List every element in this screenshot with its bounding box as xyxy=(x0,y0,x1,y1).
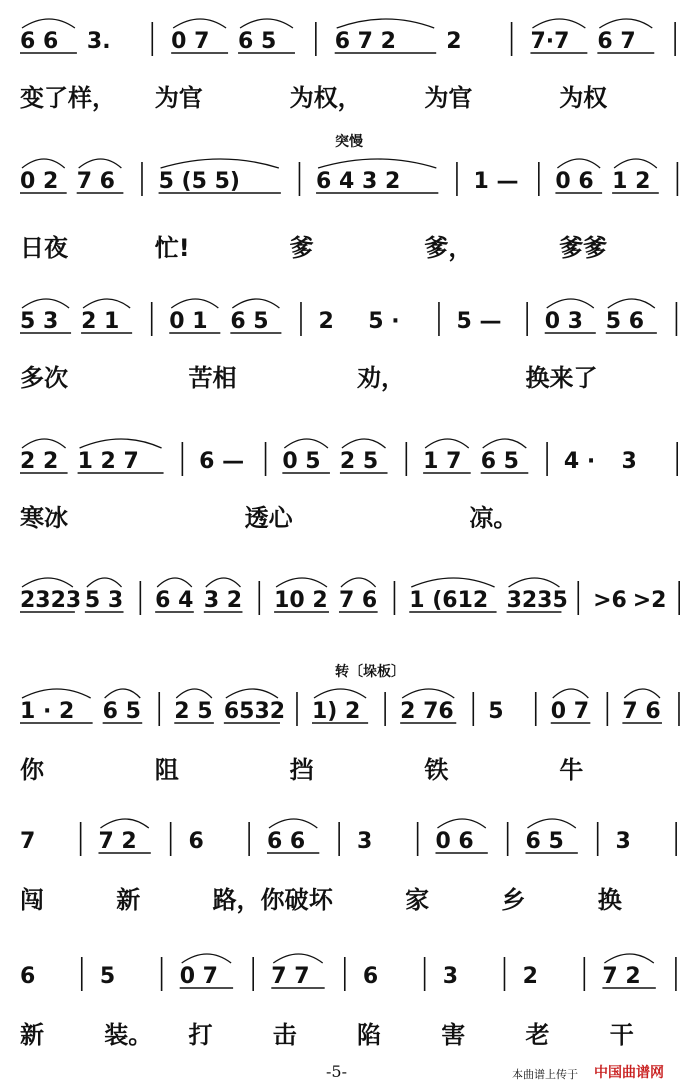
slur xyxy=(624,689,660,698)
slur xyxy=(22,299,69,308)
note-group: 6 5 xyxy=(238,29,277,54)
note-group: 5 (5 5) xyxy=(158,169,240,194)
note-group: 6532 xyxy=(223,699,286,724)
site-logo: 中国曲谱网 xyxy=(594,1065,664,1081)
note-group: 1 · 2 xyxy=(20,699,75,724)
lyric-word: 陷 xyxy=(357,1021,381,1049)
lyric-word: 坏 xyxy=(308,886,333,914)
note-group: 5 · xyxy=(368,309,400,334)
slur xyxy=(182,954,231,963)
note-group: 6 — xyxy=(199,449,245,474)
lyric-word: 为官 xyxy=(424,84,473,112)
lyric-word: 爹 xyxy=(289,234,314,262)
note-group: 2 76 xyxy=(400,699,454,724)
slur xyxy=(80,439,162,448)
note-group: 6 xyxy=(188,829,204,854)
note-group: 6 xyxy=(362,964,379,989)
lyric-word: 阻 xyxy=(154,756,179,784)
slur xyxy=(557,159,600,168)
note-group: 5 xyxy=(99,964,116,989)
note-group: 6 6 xyxy=(20,29,59,54)
note-group: 3. xyxy=(86,29,111,54)
slur xyxy=(157,578,192,587)
slur xyxy=(483,439,527,448)
slur xyxy=(232,299,279,308)
note-group: 3 xyxy=(621,449,637,474)
lyric-word: 换 xyxy=(597,886,622,914)
lyric-word: 乡 xyxy=(501,886,526,914)
note-group: 0 7 xyxy=(550,699,590,724)
note-group: 2 1 xyxy=(81,309,120,334)
note-group: 2 5 xyxy=(339,449,379,474)
slur xyxy=(532,19,585,28)
slur xyxy=(604,954,653,963)
slur xyxy=(22,578,73,587)
note-group: 6 xyxy=(20,964,36,989)
slur xyxy=(273,954,322,963)
lyric-word: 装。 xyxy=(104,1021,153,1049)
lyric-word: 为权 xyxy=(559,84,608,112)
lyric-word: 铁 xyxy=(424,756,449,784)
note-group: 6 4 3 2 xyxy=(316,169,401,194)
note-group: 7 2 xyxy=(98,829,137,854)
lyric-word: 害 xyxy=(441,1021,466,1049)
note-group: 10 2 xyxy=(274,588,328,613)
slur xyxy=(509,578,560,587)
lyric-word: 闯 xyxy=(20,886,44,914)
slur xyxy=(100,819,148,828)
note-group: 7 6 xyxy=(76,169,115,194)
lyric-word: 日夜 xyxy=(20,234,68,262)
note-group: 5 — xyxy=(456,309,502,334)
note-group: 6 6 xyxy=(266,829,306,854)
upload-note: 本曲谱上传于 xyxy=(512,1068,578,1081)
note-group: 0 2 xyxy=(20,169,59,194)
note-group: 0 6 xyxy=(555,169,594,194)
slur xyxy=(276,578,327,587)
slur xyxy=(22,19,75,28)
note-group: 3 2 xyxy=(203,588,243,613)
note-group: 2 xyxy=(446,29,462,54)
note-group: 7 2 xyxy=(602,964,641,989)
note-group: 6 5 xyxy=(230,309,269,334)
note-group: 6 5 xyxy=(102,699,141,724)
note-group: 3 xyxy=(442,964,459,989)
note-group: >2 xyxy=(632,588,667,613)
lyric-word: 苦相 xyxy=(188,364,237,392)
slur xyxy=(599,19,652,28)
lyric-word: 为权， xyxy=(289,84,362,112)
slur xyxy=(342,439,386,448)
note-group: 7·7 xyxy=(530,29,570,54)
note-group: 1 7 xyxy=(423,449,462,474)
slur xyxy=(318,159,436,168)
note-group: 6 5 xyxy=(480,449,519,474)
note-group: 3 xyxy=(615,829,631,854)
note-group: 2323 xyxy=(20,588,82,613)
lyric-word: 换来了 xyxy=(525,364,598,392)
note-group: 3 xyxy=(357,829,373,854)
note-group: 1 (612 xyxy=(409,588,489,613)
note-group: 2 xyxy=(318,309,334,334)
slur xyxy=(402,689,454,698)
lyric-word: 多次 xyxy=(20,364,68,392)
slur xyxy=(411,578,494,587)
slur xyxy=(547,299,594,308)
slur xyxy=(341,578,376,587)
slur xyxy=(240,19,293,28)
lyric-word: 挡 xyxy=(289,756,314,784)
slur xyxy=(437,819,485,828)
note-group: 0 6 xyxy=(435,829,474,854)
lyric-word: 家 xyxy=(405,886,430,914)
slur xyxy=(206,578,241,587)
lyric-word: 变了样， xyxy=(20,84,116,112)
lyric-word: 干 xyxy=(609,1021,634,1049)
lyric-word: 寒冰 xyxy=(20,504,68,532)
slur xyxy=(337,19,435,28)
note-group: 1 — xyxy=(473,169,519,194)
tempo-annotation: 转〔垛板〕 xyxy=(335,664,405,680)
slur xyxy=(105,689,141,698)
note-group: 1) 2 xyxy=(312,699,361,724)
note-group: 6 7 xyxy=(597,29,636,54)
note-group: 7 6 xyxy=(622,699,661,724)
note-group: 5 3 xyxy=(20,309,59,334)
slur xyxy=(173,19,226,28)
note-group: 6 7 2 xyxy=(334,29,396,54)
note-group: 6 5 xyxy=(525,829,564,854)
slur xyxy=(22,439,66,448)
lyric-word: 老 xyxy=(525,1021,550,1049)
slur xyxy=(79,159,122,168)
lyric-word: 击 xyxy=(272,1021,297,1049)
lyric-word: 凉。 xyxy=(469,504,518,532)
slur xyxy=(314,689,366,698)
note-group: 5 3 xyxy=(84,588,124,613)
note-group: 7 xyxy=(20,829,36,854)
lyric-word: 你 xyxy=(20,756,44,784)
note-group: 7 6 xyxy=(338,588,378,613)
note-group: 2 2 xyxy=(20,449,59,474)
slur xyxy=(226,689,278,698)
note-group: 0 7 xyxy=(171,29,210,54)
note-group: 0 7 xyxy=(179,964,218,989)
note-group: 0 1 xyxy=(169,309,208,334)
slur xyxy=(608,299,655,308)
page-number: -5- xyxy=(326,1062,347,1081)
lyric-word: 路，你破 xyxy=(212,886,309,914)
slur xyxy=(269,819,317,828)
slur xyxy=(83,299,130,308)
note-group: >6 xyxy=(593,588,627,613)
note-group: 1 2 7 xyxy=(77,449,139,474)
lyric-word: 为官 xyxy=(154,84,203,112)
note-group: 7 7 xyxy=(271,964,310,989)
slur xyxy=(161,159,279,168)
note-group: 1 2 xyxy=(612,169,651,194)
lyric-word: 忙! xyxy=(154,234,190,262)
slur xyxy=(176,689,212,698)
lyric-word: 打 xyxy=(188,1021,213,1049)
lyric-word: 爹， xyxy=(424,234,473,262)
lyric-word: 牛 xyxy=(559,756,584,784)
note-group: 0 3 xyxy=(544,309,584,334)
slur xyxy=(553,689,589,698)
note-group: 2 xyxy=(522,964,538,989)
slur xyxy=(171,299,218,308)
note-group: 4 · xyxy=(563,449,596,474)
slur xyxy=(22,689,91,698)
slur xyxy=(614,159,657,168)
slur xyxy=(528,819,576,828)
note-group: 6 4 xyxy=(155,588,194,613)
slur xyxy=(22,159,65,168)
slur xyxy=(425,439,469,448)
lyric-word: 新 xyxy=(116,886,141,914)
note-group: 0 5 xyxy=(282,449,321,474)
slur xyxy=(284,439,328,448)
note-group: 3235 xyxy=(506,588,568,613)
lyric-word: 劝， xyxy=(357,364,405,392)
tempo-annotation: 突慢 xyxy=(335,134,363,150)
lyric-word: 爹爹 xyxy=(559,234,608,262)
note-group: 2 5 xyxy=(174,699,213,724)
lyric-word: 透心 xyxy=(244,504,293,532)
note-group: 5 xyxy=(488,699,504,724)
lyric-word: 新 xyxy=(20,1021,44,1049)
note-group: 5 6 xyxy=(605,309,645,334)
slur xyxy=(87,578,122,587)
